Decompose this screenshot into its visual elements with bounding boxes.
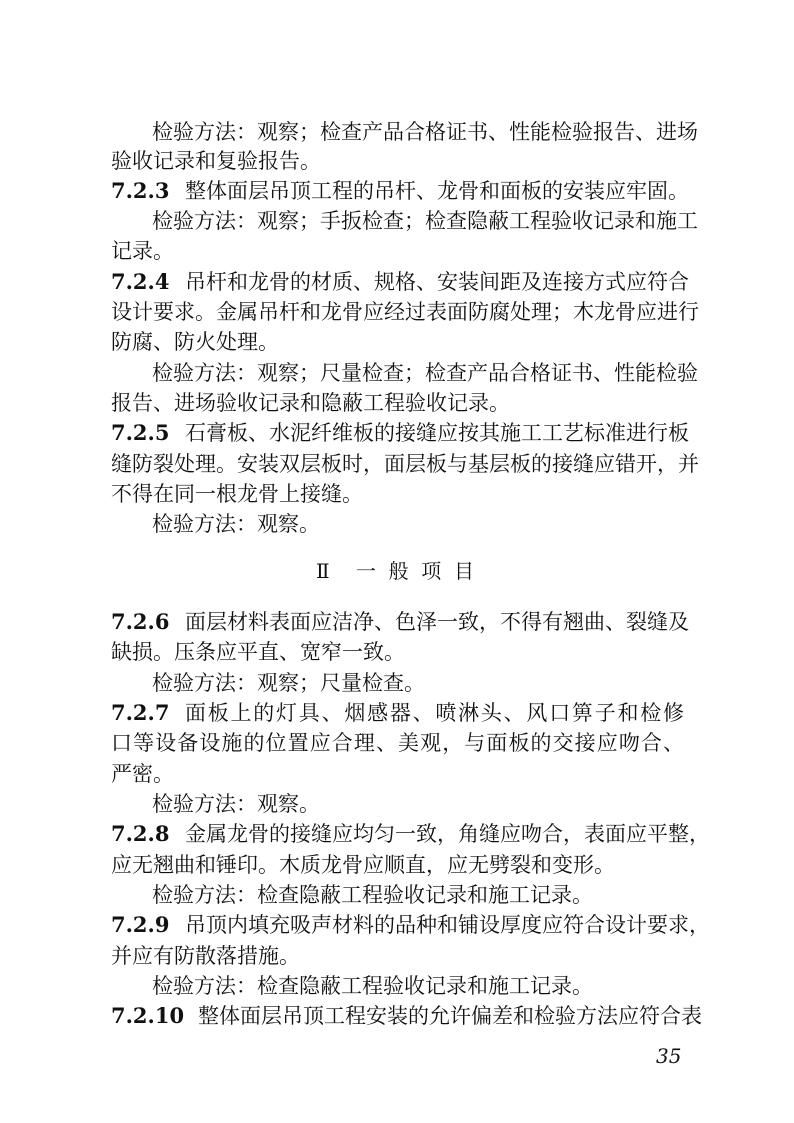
section-heading-text: Ⅱ 一 般 项 目 xyxy=(316,559,474,583)
paragraph-text: 检验方法：观察；尺量检查；检查产品合格证书、性能检验 xyxy=(152,361,698,385)
clause-number: 7.2.10 xyxy=(111,1003,185,1028)
text-line xyxy=(0,972,794,1000)
text-line xyxy=(0,298,794,326)
paragraph-text: 检验方法：观察；手扳检查；检查隐蔽工程验收记录和施工 xyxy=(152,209,698,233)
clause-text: 吊杆和龙骨的材质、规格、安装间距及连接方式应符合 xyxy=(185,270,689,294)
clause-number: 7.2.3 xyxy=(111,178,170,203)
text-line xyxy=(0,669,794,697)
text-line xyxy=(0,851,794,879)
clause-text: 整体面层吊顶工程安装的允许偏差和检验方法应符合表 xyxy=(198,1004,702,1028)
clause-line xyxy=(0,911,794,939)
paragraph-text: 记录。 xyxy=(111,239,174,263)
paragraph-text: 应无翘曲和锤印。木质龙骨应顺直，应无劈裂和变形。 xyxy=(111,853,615,877)
clause-number: 7.2.5 xyxy=(111,420,170,445)
paragraph-text: 检验方法：检查隐蔽工程验收记录和施工记录。 xyxy=(152,883,593,907)
text-line xyxy=(0,638,794,666)
clause-line xyxy=(0,820,794,848)
clause-number: 7.2.6 xyxy=(111,609,170,634)
text-line xyxy=(0,450,794,478)
paragraph-text: 严密。 xyxy=(111,762,174,786)
clause-number: 7.2.7 xyxy=(111,700,170,725)
clause-line xyxy=(0,177,794,205)
text-line xyxy=(0,328,794,356)
clause-line xyxy=(0,1002,794,1030)
paragraph-text: 口等设备设施的位置应合理、美观，与面板的交接应吻合、 xyxy=(111,731,684,755)
paragraph-text: 防腐、防火处理。 xyxy=(111,330,279,354)
text-line xyxy=(0,480,794,508)
text-line xyxy=(0,729,794,757)
clause-line xyxy=(0,699,794,727)
paragraph-text: 检验方法：观察；尺量检查。 xyxy=(152,671,425,695)
paragraph-text: 检验方法：观察；检查产品合格证书、性能检验报告、进场 xyxy=(152,120,698,144)
paragraph-text: 设计要求。金属吊杆和龙骨应经过表面防腐处理；木龙骨应进行 xyxy=(111,300,699,324)
text-line xyxy=(0,790,794,818)
text-line xyxy=(0,118,794,146)
section-heading xyxy=(0,557,794,585)
paragraph-text: 检验方法：检查隐蔽工程验收记录和施工记录。 xyxy=(152,974,593,998)
text-line xyxy=(0,359,794,387)
clause-text: 面板上的灯具、烟感器、喷淋头、风口箅子和检修 xyxy=(185,701,684,725)
paragraph-text: 检验方法：观察。 xyxy=(152,512,320,536)
clause-number: 7.2.4 xyxy=(111,269,170,294)
clause-text: 金属龙骨的接缝应均匀一致，角缝应吻合，表面应平整， xyxy=(185,822,710,846)
clause-text: 吊顶内填充吸声材料的品种和铺设厚度应符合设计要求， xyxy=(185,913,710,937)
text-line xyxy=(0,760,794,788)
paragraph-text: 缝防裂处理。安装双层板时，面层板与基层板的接缝应错开，并 xyxy=(111,452,699,476)
text-line xyxy=(0,881,794,909)
clause-number: 7.2.8 xyxy=(111,821,170,846)
paragraph-text: 并应有防散落措施。 xyxy=(111,944,300,968)
clause-line xyxy=(0,268,794,296)
page-number: 35 xyxy=(656,1044,682,1068)
clause-text: 整体面层吊顶工程的吊杆、龙骨和面板的安装应牢固。 xyxy=(185,179,689,203)
clause-text: 石膏板、水泥纤维板的接缝应按其施工工艺标准进行板 xyxy=(185,421,689,445)
text-line xyxy=(0,942,794,970)
text-line xyxy=(0,389,794,417)
clause-line xyxy=(0,419,794,447)
paragraph-text: 报告、进场验收记录和隐蔽工程验收记录。 xyxy=(111,391,510,415)
clause-number: 7.2.9 xyxy=(111,912,170,937)
clause-text: 面层材料表面应洁净、色泽一致，不得有翘曲、裂缝及 xyxy=(185,610,689,634)
text-line xyxy=(0,510,794,538)
text-line xyxy=(0,237,794,265)
clause-line xyxy=(0,608,794,636)
paragraph-text: 缺损。压条应平直、宽窄一致。 xyxy=(111,640,405,664)
paragraph-text: 检验方法：观察。 xyxy=(152,792,320,816)
paragraph-text: 不得在同一根龙骨上接缝。 xyxy=(111,482,363,506)
text-line xyxy=(0,207,794,235)
paragraph-text: 验收记录和复验报告。 xyxy=(111,149,321,173)
text-line xyxy=(0,147,794,175)
